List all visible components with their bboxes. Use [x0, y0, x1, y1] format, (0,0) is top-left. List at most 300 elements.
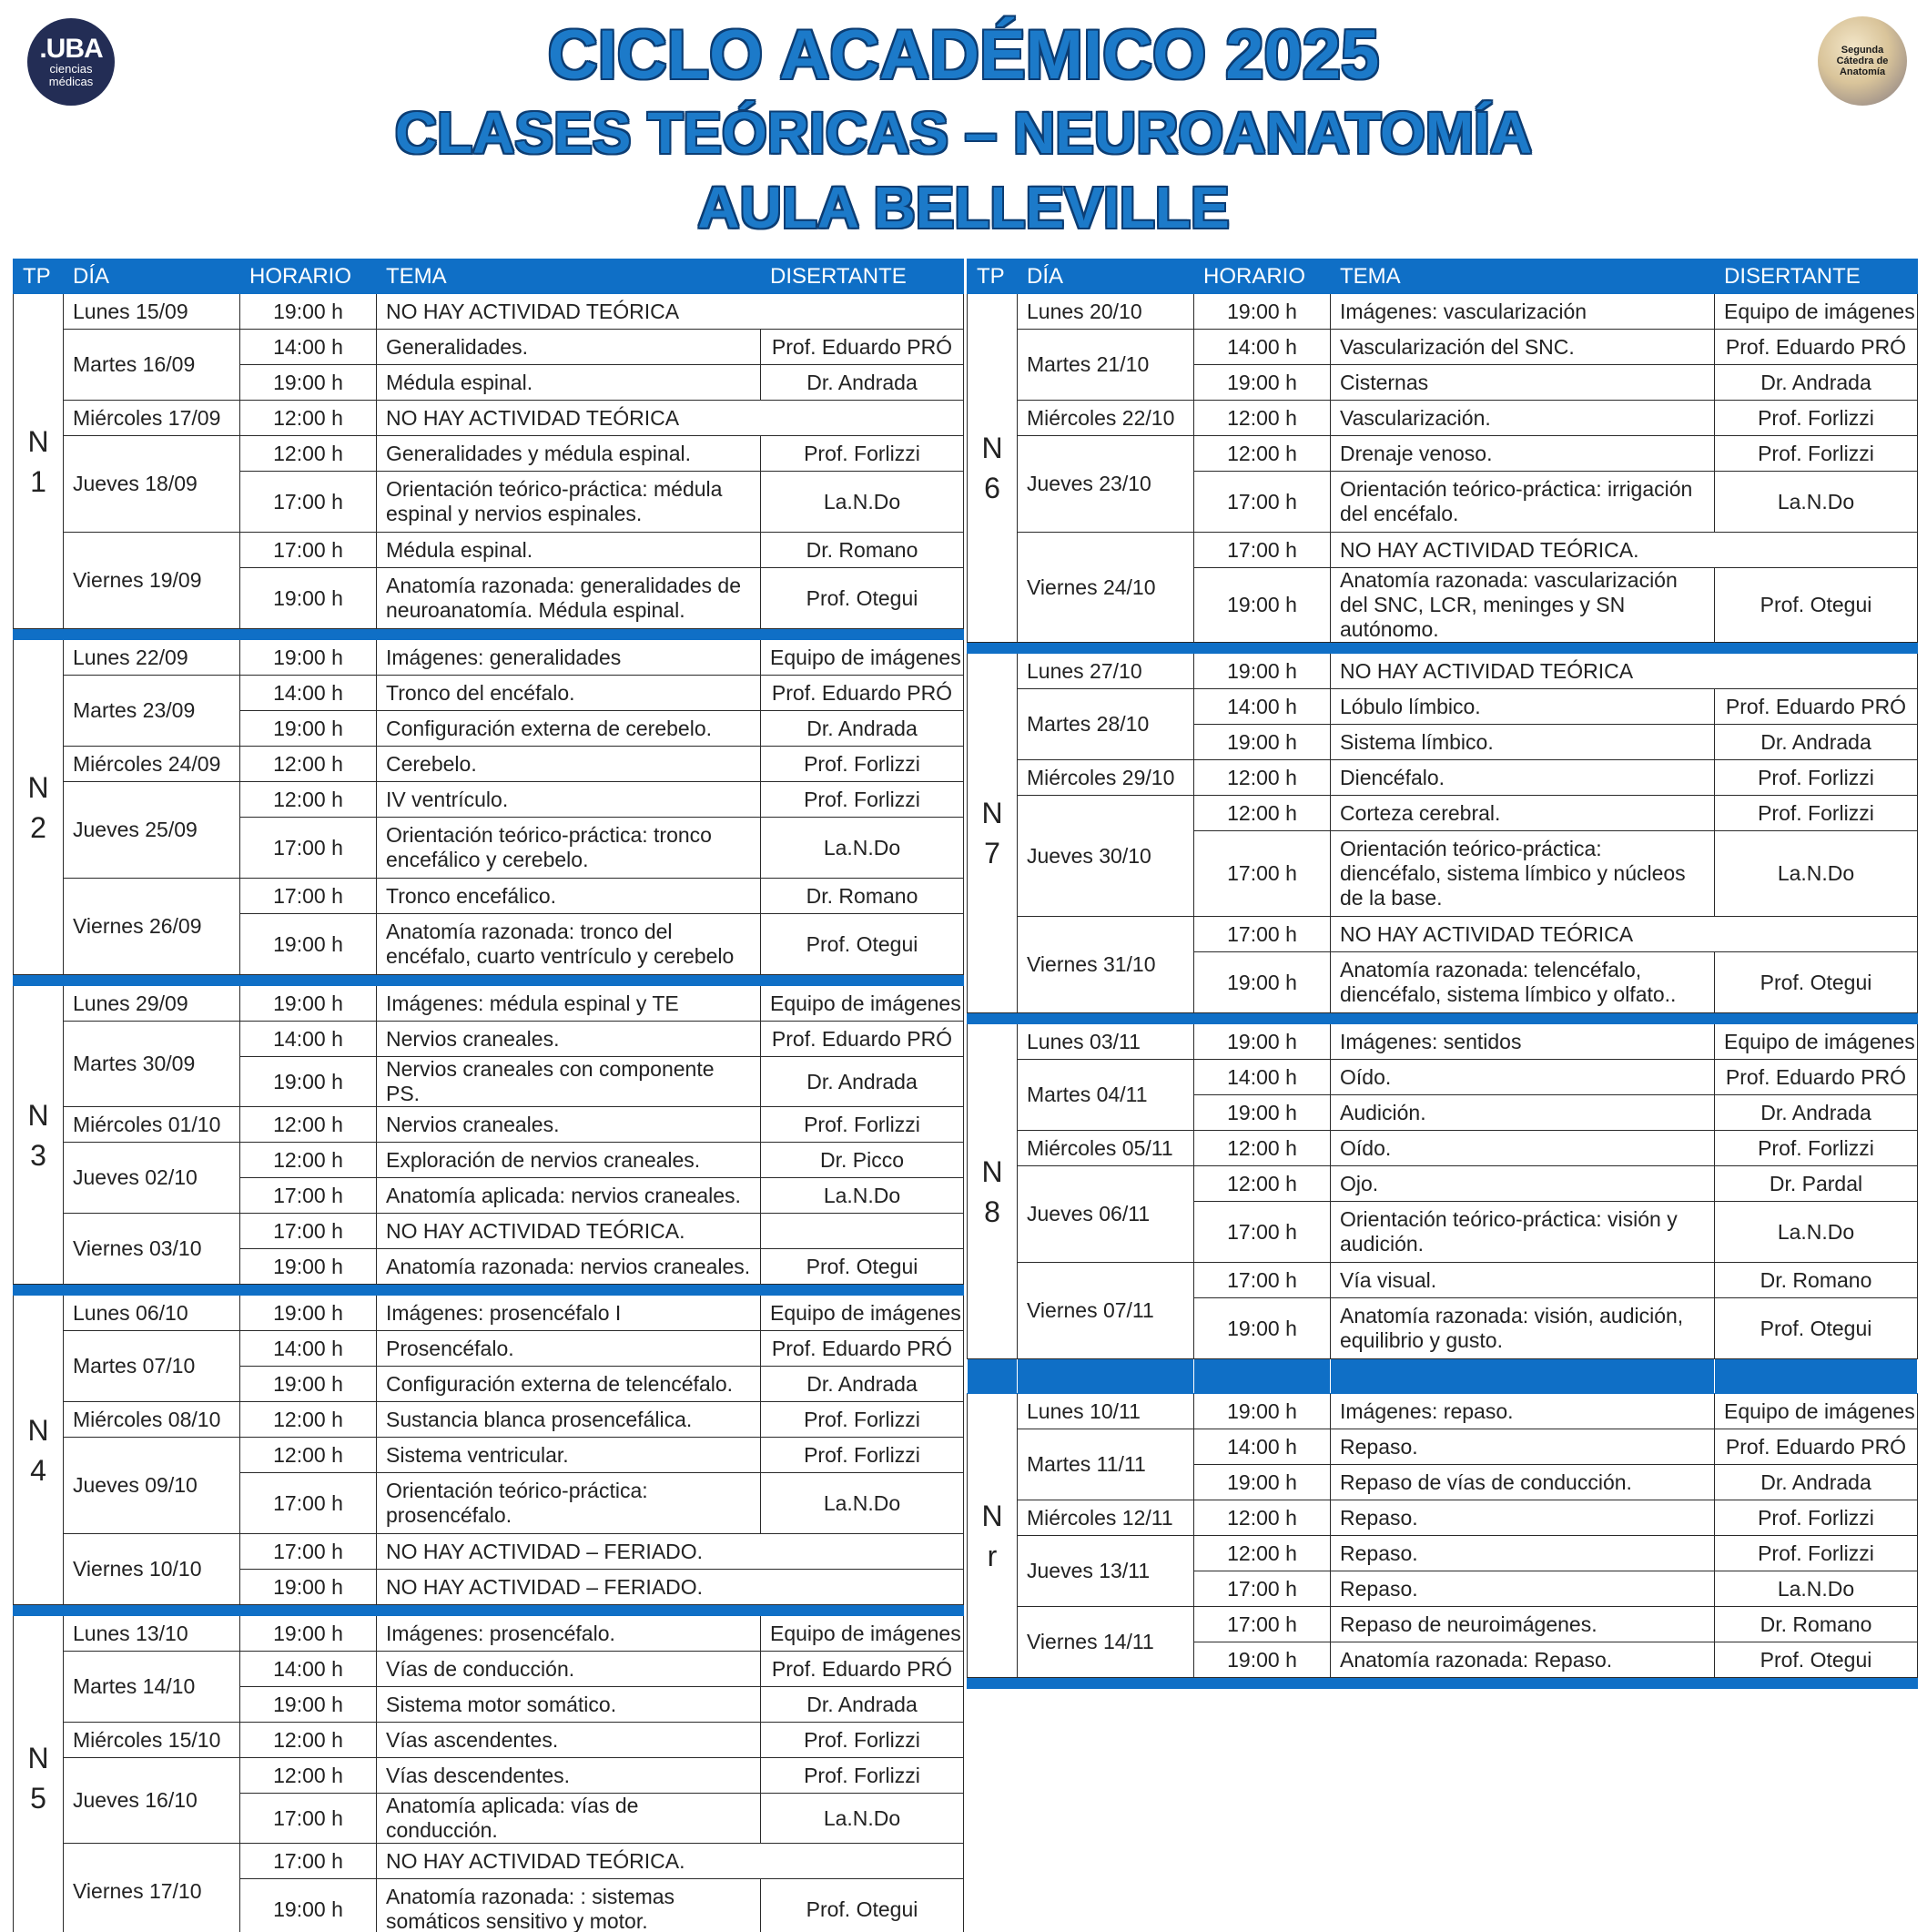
day-cell: Miércoles 05/11: [1018, 1131, 1194, 1166]
table-row: [14, 294, 964, 330]
speaker-cell: Prof. Forlizzi: [761, 782, 964, 818]
topic-cell: Repaso.: [1331, 1536, 1715, 1571]
topic-cell: Imágenes: prosencéfalo.: [377, 1616, 761, 1652]
separator-cell: [64, 1605, 240, 1616]
separator-cell: [240, 629, 377, 640]
tp-letter: N: [27, 424, 49, 458]
topic-cell: Anatomía razonada: generalidades de neuroanatomía. Médula espinal.: [377, 568, 761, 629]
speaker-cell: Prof. Forlizzi: [1715, 1536, 1918, 1571]
topic-cell: NO HAY ACTIVIDAD TEÓRICA: [377, 401, 964, 436]
table-row: [968, 689, 1918, 725]
topic-cell: IV ventrículo.: [377, 782, 761, 818]
topic-cell: Nervios craneales con componente PS.: [377, 1057, 761, 1107]
time-cell: 19:00 h: [1194, 294, 1331, 330]
topic-cell: Drenaje venoso.: [1331, 436, 1715, 472]
topic-cell: Anatomía razonada: Repaso.: [1331, 1642, 1715, 1678]
time-cell: 12:00 h: [240, 401, 377, 436]
separator-cell: [968, 1678, 1018, 1689]
topic-cell: Orientación teórico-práctica: tronco encefálico y cerebelo.: [377, 818, 761, 879]
tp-number: 8: [984, 1195, 1000, 1228]
tp-group-label: [968, 654, 1018, 1013]
separator-cell: [377, 975, 761, 986]
speaker-cell: Prof. Otegui: [761, 1249, 964, 1285]
speaker-cell: Prof. Forlizzi: [761, 1758, 964, 1794]
separator-cell: [377, 1285, 761, 1296]
header-tp: TP: [968, 259, 1018, 294]
table-row: [14, 1022, 964, 1057]
time-cell: 17:00 h: [1194, 831, 1331, 917]
separator-cell: [1194, 643, 1331, 654]
speaker-cell: Prof. Eduardo PRÓ: [1715, 1429, 1918, 1465]
day-cell: Miércoles 12/11: [1018, 1500, 1194, 1536]
tp-group-label: [14, 294, 64, 629]
time-cell: 19:00 h: [1194, 654, 1331, 689]
speaker-cell: Prof. Eduardo PRÓ: [1715, 330, 1918, 365]
day-cell: Lunes 29/09: [64, 986, 240, 1022]
tp-group-label: [14, 640, 64, 975]
tp-group-label: [968, 1024, 1018, 1359]
table-row: [14, 330, 964, 365]
time-cell: 12:00 h: [1194, 436, 1331, 472]
speaker-cell: La.N.Do: [1715, 1571, 1918, 1607]
topic-cell: Repaso.: [1331, 1500, 1715, 1536]
topic-cell: Vías de conducción.: [377, 1652, 761, 1687]
time-cell: 17:00 h: [1194, 1571, 1331, 1607]
topic-cell: Imágenes: generalidades: [377, 640, 761, 676]
time-cell: 19:00 h: [240, 1570, 377, 1605]
tp-number: 1: [30, 464, 46, 498]
time-cell: 12:00 h: [240, 1402, 377, 1438]
separator-cell: [1018, 1013, 1194, 1024]
header-tema: TEMA: [377, 259, 761, 294]
day-cell: Martes 16/09: [64, 330, 240, 401]
table-row: [14, 1616, 964, 1652]
separator-cell: [14, 629, 64, 640]
tp-number: 4: [30, 1453, 46, 1487]
topic-cell: Vía visual.: [1331, 1263, 1715, 1298]
day-cell: Jueves 30/10: [1018, 796, 1194, 917]
table-row: [14, 986, 964, 1022]
separator-cell: [1331, 643, 1715, 654]
topic-cell: Oído.: [1331, 1131, 1715, 1166]
topic-cell: Prosencéfalo.: [377, 1331, 761, 1367]
speaker-cell: Prof. Forlizzi: [1715, 401, 1918, 436]
time-cell: 12:00 h: [1194, 1166, 1331, 1202]
time-cell: 19:00 h: [240, 294, 377, 330]
separator-cell: [761, 629, 964, 640]
table-row: [968, 1060, 1918, 1095]
speaker-cell: Prof. Eduardo PRÓ: [761, 1652, 964, 1687]
time-cell: 17:00 h: [240, 1214, 377, 1249]
speaker-cell: Prof. Forlizzi: [761, 1438, 964, 1473]
topic-cell: Anatomía razonada: nervios craneales.: [377, 1249, 761, 1285]
speaker-cell: Prof. Forlizzi: [761, 436, 964, 472]
time-cell: 19:00 h: [240, 1249, 377, 1285]
day-cell: Viernes 26/09: [64, 879, 240, 975]
tp-group-label: [968, 294, 1018, 643]
catedra-logo-text: Cátedra de: [1836, 56, 1889, 66]
day-cell: Miércoles 24/09: [64, 747, 240, 782]
time-cell: 12:00 h: [240, 1143, 377, 1178]
separator-cell: [761, 1285, 964, 1296]
speaker-cell: Dr. Andrada: [1715, 1465, 1918, 1500]
table-row: [968, 917, 1918, 952]
speaker-cell: Dr. Romano: [1715, 1263, 1918, 1298]
speaker-cell: Equipo de imágenes: [1715, 1394, 1918, 1429]
table-row: [968, 1607, 1918, 1642]
tp-letter: N: [27, 1413, 49, 1447]
topic-cell: NO HAY ACTIVIDAD TEÓRICA.: [377, 1214, 761, 1249]
day-cell: Martes 07/10: [64, 1331, 240, 1402]
day-cell: Lunes 22/09: [64, 640, 240, 676]
time-cell: 17:00 h: [240, 1473, 377, 1534]
time-cell: 19:00 h: [240, 1879, 377, 1932]
speaker-cell: Dr. Andrada: [761, 1687, 964, 1723]
speaker-cell: [761, 1214, 964, 1249]
header-dia: DÍA: [1018, 259, 1194, 294]
separator-cell: [761, 975, 964, 986]
time-cell: 17:00 h: [1194, 1263, 1331, 1298]
topic-cell: Orientación teórico-práctica: médula espinal y nervios espinales.: [377, 472, 761, 533]
tp-number: 6: [984, 472, 1000, 504]
tp-letter: N: [981, 797, 1003, 829]
header-tp: TP: [14, 259, 64, 294]
topic-cell: Médula espinal.: [377, 533, 761, 568]
separator-cell: [1715, 1013, 1918, 1024]
table-row: [14, 1758, 964, 1794]
topic-cell: Anatomía aplicada: vías de conducción.: [377, 1794, 761, 1844]
table-row: [968, 796, 1918, 831]
day-cell: Lunes 10/11: [1018, 1394, 1194, 1429]
tp-group-label: [14, 1616, 64, 1932]
time-cell: 19:00 h: [240, 986, 377, 1022]
table-row: [14, 1723, 964, 1758]
time-cell: 14:00 h: [1194, 689, 1331, 725]
time-cell: 17:00 h: [240, 472, 377, 533]
topic-cell: Ojo.: [1331, 1166, 1715, 1202]
time-cell: 12:00 h: [1194, 401, 1331, 436]
table-row: [14, 533, 964, 568]
speaker-cell: Equipo de imágenes: [1715, 1024, 1918, 1060]
table-row: [14, 1107, 964, 1143]
day-cell: Lunes 03/11: [1018, 1024, 1194, 1060]
speaker-cell: Prof. Otegui: [1715, 1642, 1918, 1678]
tp-group-label: [14, 986, 64, 1285]
speaker-cell: Dr. Andrada: [761, 1367, 964, 1402]
speaker-cell: Dr. Andrada: [1715, 725, 1918, 760]
table-row: [968, 1394, 1918, 1429]
speaker-cell: Prof. Otegui: [761, 914, 964, 975]
time-cell: 17:00 h: [240, 1794, 377, 1844]
speaker-cell: Dr. Andrada: [761, 711, 964, 747]
topic-cell: Configuración externa de cerebelo.: [377, 711, 761, 747]
day-cell: Viernes 19/09: [64, 533, 240, 629]
table-row: [968, 401, 1918, 436]
speaker-cell: Equipo de imágenes: [761, 1296, 964, 1331]
topic-cell: Generalidades y médula espinal.: [377, 436, 761, 472]
tp-group-label: [968, 1394, 1018, 1678]
time-cell: 12:00 h: [1194, 1131, 1331, 1166]
topic-cell: Orientación teórico-práctica: diencéfalo, sistema límbico y núcleos de la base.: [1331, 831, 1715, 917]
separator-cell: [1715, 643, 1918, 654]
time-cell: 12:00 h: [240, 747, 377, 782]
topic-cell: Audición.: [1331, 1095, 1715, 1131]
topic-cell: Repaso.: [1331, 1429, 1715, 1465]
uba-logo-subtext: médicas: [48, 75, 94, 88]
time-cell: 12:00 h: [240, 782, 377, 818]
catedra-logo-text: Segunda: [1841, 45, 1884, 56]
speaker-cell: La.N.Do: [761, 1178, 964, 1214]
tp-letter: N: [27, 770, 49, 804]
separator-cell: [1018, 1359, 1194, 1394]
page-title: CICLO ACADÉMICO 2025: [547, 16, 1380, 94]
day-cell: Miércoles 01/10: [64, 1107, 240, 1143]
time-cell: 17:00 h: [1194, 533, 1331, 568]
time-cell: 17:00 h: [240, 1178, 377, 1214]
table-row: [968, 760, 1918, 796]
time-cell: 17:00 h: [1194, 917, 1331, 952]
day-cell: Miércoles 08/10: [64, 1402, 240, 1438]
separator-cell: [1715, 1678, 1918, 1689]
topic-cell: Anatomía aplicada: nervios craneales.: [377, 1178, 761, 1214]
separator-cell: [240, 975, 377, 986]
day-cell: Martes 04/11: [1018, 1060, 1194, 1131]
separator-cell: [377, 629, 761, 640]
topic-cell: Imágenes: médula espinal y TE: [377, 986, 761, 1022]
topic-cell: Diencéfalo.: [1331, 760, 1715, 796]
topic-cell: NO HAY ACTIVIDAD – FERIADO.: [377, 1570, 964, 1605]
separator-cell: [64, 975, 240, 986]
topic-cell: Repaso.: [1331, 1571, 1715, 1607]
speaker-cell: Dr. Romano: [1715, 1607, 1918, 1642]
table-row: [968, 1429, 1918, 1465]
separator-cell: [1715, 1359, 1918, 1394]
table-row: [968, 654, 1918, 689]
uba-logo-subtext: ciencias: [49, 62, 93, 76]
topic-cell: Repaso de vías de conducción.: [1331, 1465, 1715, 1500]
speaker-cell: Prof. Forlizzi: [1715, 1131, 1918, 1166]
table-row: [968, 436, 1918, 472]
day-cell: Viernes 14/11: [1018, 1607, 1194, 1678]
speaker-cell: Prof. Otegui: [761, 568, 964, 629]
block-separator: [14, 1605, 964, 1616]
speaker-cell: La.N.Do: [1715, 1202, 1918, 1263]
time-cell: 17:00 h: [240, 879, 377, 914]
day-cell: Miércoles 29/10: [1018, 760, 1194, 796]
day-cell: Viernes 07/11: [1018, 1263, 1194, 1359]
table-row: [968, 533, 1918, 568]
tp-number: 2: [30, 810, 46, 844]
topic-cell: NO HAY ACTIVIDAD – FERIADO.: [377, 1534, 964, 1570]
tp-number: 7: [984, 837, 1000, 869]
speaker-cell: Dr. Pardal: [1715, 1166, 1918, 1202]
topic-cell: Anatomía razonada: vascularización del SNC, LCR, meninges y SN autónomo.: [1331, 568, 1715, 643]
topic-cell: Sustancia blanca prosencefálica.: [377, 1402, 761, 1438]
header-disertante: DISERTANTE: [1715, 259, 1918, 294]
time-cell: 19:00 h: [1194, 952, 1331, 1013]
table-row: [14, 879, 964, 914]
topic-cell: NO HAY ACTIVIDAD TEÓRICA.: [1331, 533, 1918, 568]
day-cell: Miércoles 22/10: [1018, 401, 1194, 436]
time-cell: 19:00 h: [240, 1616, 377, 1652]
table-row: [14, 747, 964, 782]
table-row: [968, 294, 1918, 330]
topic-cell: Configuración externa de telencéfalo.: [377, 1367, 761, 1402]
table-row: [14, 1438, 964, 1473]
time-cell: 14:00 h: [1194, 330, 1331, 365]
table-row: [14, 436, 964, 472]
topic-cell: Generalidades.: [377, 330, 761, 365]
day-cell: Viernes 31/10: [1018, 917, 1194, 1013]
speaker-cell: Prof. Eduardo PRÓ: [761, 330, 964, 365]
speaker-cell: La.N.Do: [761, 818, 964, 879]
speaker-cell: La.N.Do: [1715, 831, 1918, 917]
block-separator: [14, 1285, 964, 1296]
header-disertante: DISERTANTE: [761, 259, 964, 294]
tp-letter: N: [27, 1741, 49, 1774]
speaker-cell: Dr. Romano: [761, 533, 964, 568]
speaker-cell: Prof. Forlizzi: [761, 1107, 964, 1143]
separator-cell: [14, 1285, 64, 1296]
time-cell: 14:00 h: [240, 1331, 377, 1367]
time-cell: 19:00 h: [240, 1367, 377, 1402]
separator-cell: [1331, 1013, 1715, 1024]
time-cell: 19:00 h: [240, 1296, 377, 1331]
day-cell: Viernes 17/10: [64, 1844, 240, 1932]
time-cell: 19:00 h: [240, 711, 377, 747]
tp-group-label: [14, 1296, 64, 1605]
separator-cell: [64, 629, 240, 640]
separator-cell: [64, 1285, 240, 1296]
speaker-cell: Prof. Eduardo PRÓ: [761, 1331, 964, 1367]
table-row: [14, 1214, 964, 1249]
catedra-logo-text: Anatomía: [1839, 66, 1886, 77]
table-row: [968, 1131, 1918, 1166]
speaker-cell: Equipo de imágenes: [761, 1616, 964, 1652]
topic-cell: Vías ascendentes.: [377, 1723, 761, 1758]
topic-cell: Orientación teórico-práctica: prosencéfalo.: [377, 1473, 761, 1534]
time-cell: 19:00 h: [1194, 1394, 1331, 1429]
separator-cell: [968, 1359, 1018, 1394]
time-cell: 19:00 h: [1194, 1642, 1331, 1678]
speaker-cell: Dr. Andrada: [1715, 365, 1918, 401]
time-cell: 14:00 h: [240, 676, 377, 711]
topic-cell: Vascularización del SNC.: [1331, 330, 1715, 365]
day-cell: Jueves 25/09: [64, 782, 240, 879]
day-cell: Lunes 15/09: [64, 294, 240, 330]
time-cell: 19:00 h: [240, 568, 377, 629]
topic-cell: Corteza cerebral.: [1331, 796, 1715, 831]
tp-number: 3: [30, 1138, 46, 1172]
time-cell: 17:00 h: [1194, 472, 1331, 533]
separator-cell: [377, 1605, 761, 1616]
day-cell: Jueves 09/10: [64, 1438, 240, 1534]
speaker-cell: Prof. Otegui: [1715, 952, 1918, 1013]
header-dia: DÍA: [64, 259, 240, 294]
table-row: [968, 1024, 1918, 1060]
table-row: [968, 330, 1918, 365]
topic-cell: Cerebelo.: [377, 747, 761, 782]
speaker-cell: Prof. Forlizzi: [761, 1402, 964, 1438]
tp-letter: N: [981, 1499, 1003, 1532]
day-cell: Jueves 23/10: [1018, 436, 1194, 533]
table-row: [14, 1652, 964, 1687]
speaker-cell: Dr. Picco: [761, 1143, 964, 1178]
table-row: [14, 1534, 964, 1570]
topic-cell: NO HAY ACTIVIDAD TEÓRICA.: [377, 1844, 964, 1879]
time-cell: 19:00 h: [1194, 568, 1331, 643]
time-cell: 17:00 h: [1194, 1607, 1331, 1642]
table-row: [968, 1500, 1918, 1536]
time-cell: 19:00 h: [240, 365, 377, 401]
table-row: [14, 676, 964, 711]
day-cell: Martes 30/09: [64, 1022, 240, 1107]
speaker-cell: Dr. Romano: [761, 879, 964, 914]
block-separator: [968, 643, 1918, 654]
time-cell: 19:00 h: [1194, 1298, 1331, 1359]
time-cell: 19:00 h: [240, 914, 377, 975]
time-cell: 19:00 h: [1194, 725, 1331, 760]
time-cell: 12:00 h: [240, 436, 377, 472]
time-cell: 17:00 h: [240, 1844, 377, 1879]
day-cell: Martes 28/10: [1018, 689, 1194, 760]
topic-cell: Exploración de nervios craneales.: [377, 1143, 761, 1178]
separator-cell: [240, 1605, 377, 1616]
separator-cell: [1194, 1013, 1331, 1024]
speaker-cell: La.N.Do: [761, 472, 964, 533]
separator-cell: [968, 643, 1018, 654]
table-row: [14, 1844, 964, 1879]
day-cell: Lunes 06/10: [64, 1296, 240, 1331]
topic-cell: Orientación teórico-práctica: visión y audición.: [1331, 1202, 1715, 1263]
block-separator: [14, 975, 964, 986]
page-location: AULA BELLEVILLE: [697, 175, 1230, 240]
separator-cell: [14, 1605, 64, 1616]
topic-cell: Sistema ventricular.: [377, 1438, 761, 1473]
time-cell: 14:00 h: [240, 1652, 377, 1687]
day-cell: Jueves 06/11: [1018, 1166, 1194, 1263]
speaker-cell: Equipo de imágenes: [1715, 294, 1918, 330]
speaker-cell: Dr. Andrada: [1715, 1095, 1918, 1131]
topic-cell: Cisternas: [1331, 365, 1715, 401]
day-cell: Lunes 27/10: [1018, 654, 1194, 689]
time-cell: 19:00 h: [240, 640, 377, 676]
time-cell: 17:00 h: [240, 1534, 377, 1570]
time-cell: 12:00 h: [1194, 796, 1331, 831]
day-cell: Jueves 18/09: [64, 436, 240, 533]
topic-cell: Imágenes: sentidos: [1331, 1024, 1715, 1060]
speaker-cell: Dr. Andrada: [761, 1057, 964, 1107]
time-cell: 19:00 h: [240, 1687, 377, 1723]
separator-cell: [1331, 1678, 1715, 1689]
speaker-cell: Prof. Otegui: [761, 1879, 964, 1932]
table-row: [968, 1263, 1918, 1298]
separator-cell: [1194, 1678, 1331, 1689]
table-row: [14, 1296, 964, 1331]
separator-cell: [1331, 1359, 1715, 1394]
table-row: [14, 782, 964, 818]
table-row: [14, 1402, 964, 1438]
day-cell: Jueves 13/11: [1018, 1536, 1194, 1607]
time-cell: 12:00 h: [240, 1758, 377, 1794]
speaker-cell: Prof. Eduardo PRÓ: [1715, 1060, 1918, 1095]
topic-cell: Nervios craneales.: [377, 1107, 761, 1143]
speaker-cell: La.N.Do: [761, 1794, 964, 1844]
table-row: [14, 640, 964, 676]
header-horario: HORARIO: [240, 259, 377, 294]
time-cell: 14:00 h: [240, 1022, 377, 1057]
schedule-table-left: [13, 259, 964, 1932]
